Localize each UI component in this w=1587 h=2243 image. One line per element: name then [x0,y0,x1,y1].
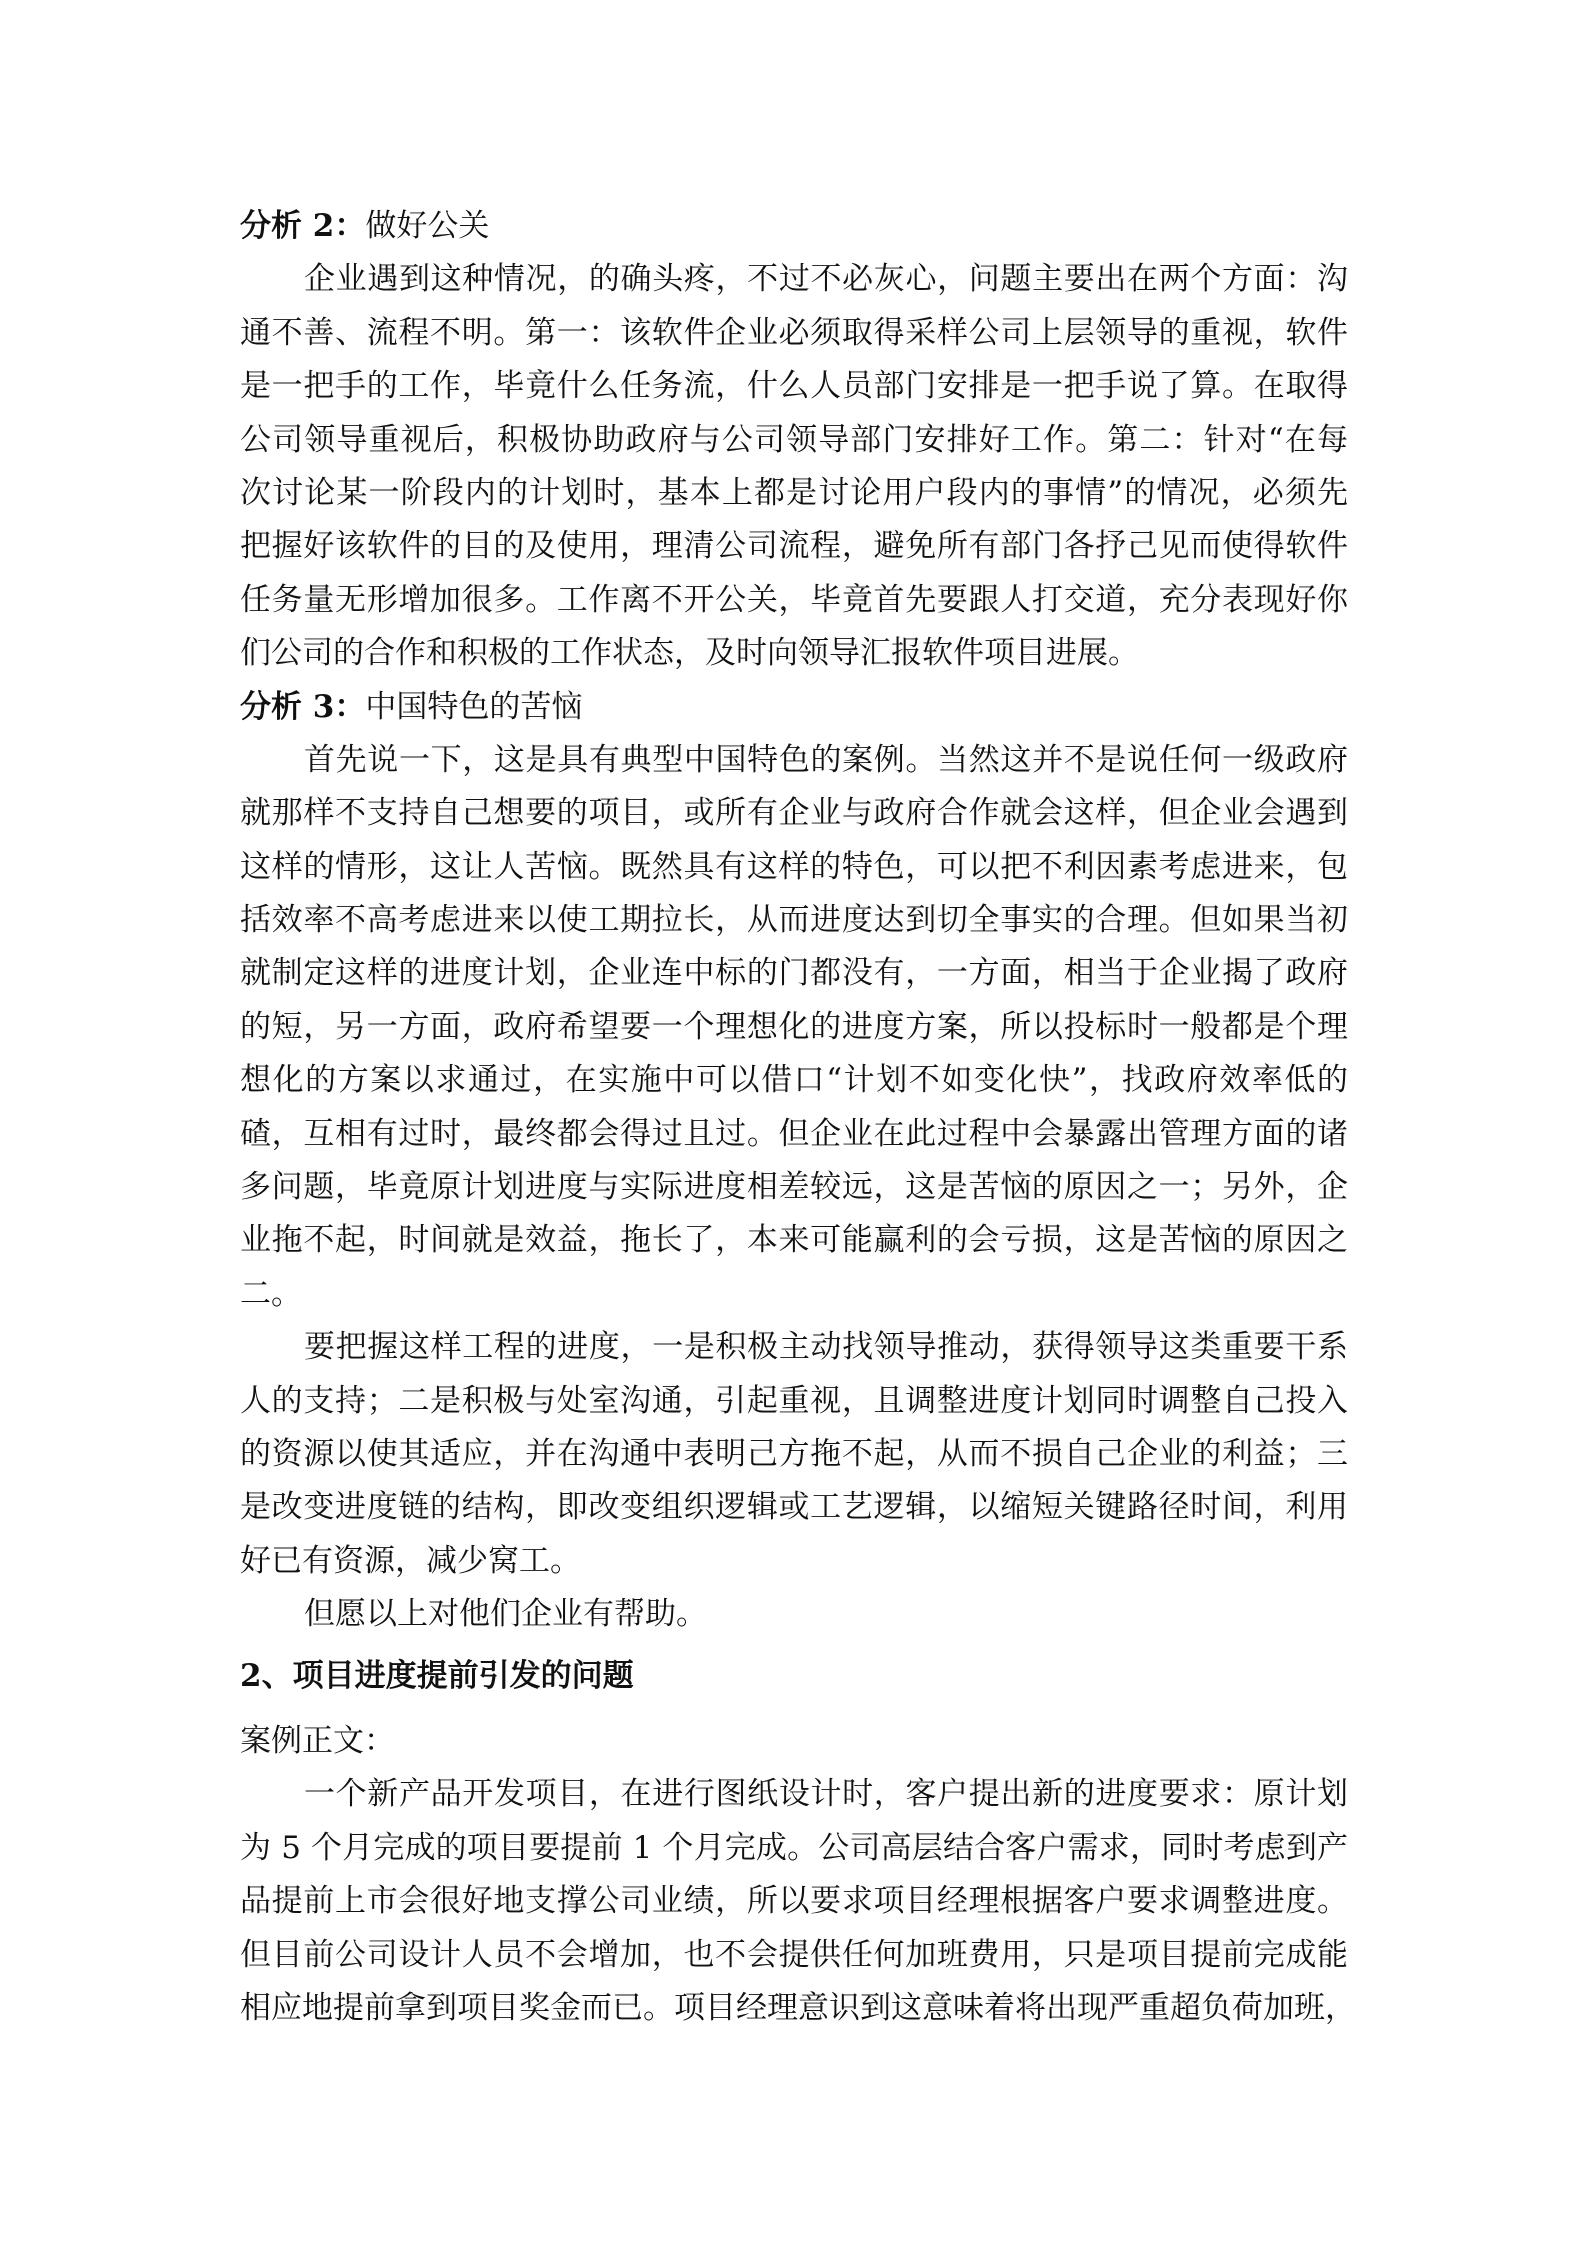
paragraph-line: 好已有资源，减少窝工。 [240,1542,581,1579]
paragraph-line: 相应地提前拿到项目奖金而已。项目经理意识到这意味着将出现严重超负荷加班， [240,1989,1356,2026]
analysis-3-paragraph-3 [240,1588,1348,1641]
paragraph-line: 的短，另一方面，政府希望要一个理想化的进度方案，所以投标时一般都是个理 [240,1008,1348,1045]
analysis-2-heading [240,200,1348,253]
paragraph-line: 一个新产品开发项目，在进行图纸设计时，客户提出新的进度要求：原计划 [304,1776,1348,1813]
case-label: 案例正文： [240,1722,395,1759]
paragraph-line: 企业遇到这种情况，的确头疼，不过不必灰心，问题主要出在两个方面：沟 [304,261,1348,298]
paragraph-line: 多问题，毕竟原计划进度与实际进度相差较远，这是苦恼的原因之一；另外，企 [240,1169,1348,1206]
paragraph-line: 要把握这样工程的进度，一是积极主动找领导推动，获得领导这类重要干系 [304,1329,1348,1366]
paragraph-line: 首先说一下，这是具有典型中国特色的案例。当然这并不是说任何一级政府 [304,741,1348,778]
case-paragraph [240,1768,1356,2035]
analysis-3-paragraph-1 [240,734,1348,1321]
analysis-2-paragraph [240,253,1348,680]
analysis-3-title: 中国特色的苦恼 [365,688,583,725]
paragraph-line: 想化的方案以求通过，在实施中可以借口“计划不如变化快”，找政府效率低的 [240,1062,1348,1099]
paragraph-line: 的资源以使其适应，并在沟通中表明己方拖不起，从而不损自己企业的利益；三 [240,1435,1348,1472]
paragraph-line: 就制定这样的进度计划，企业连中标的门都没有，一方面，相当于企业揭了政府 [240,955,1348,992]
analysis-3-label: 分析 3： [240,688,366,725]
paragraph-line: 通不善、流程不明。第一：该软件企业必须取得采样公司上层领导的重视，软件 [240,314,1348,351]
document-body [240,200,1356,2035]
paragraph-line: 是一把手的工作，毕竟什么任务流，什么人员部门安排是一把手说了算。在取得 [240,368,1348,405]
paragraph-line: 次讨论某一阶段内的计划时，基本上都是讨论用户段内的事情”的情况，必须先 [240,474,1348,511]
paragraph-line: 们公司的合作和积极的工作状态，及时向领导汇报软件项目进展。 [240,635,1139,672]
paragraph-line: 碴，互相有过时，最终都会得过且过。但企业在此过程中会暴露出管理方面的诸 [240,1115,1348,1152]
paragraph-line: 二。 [240,1275,302,1312]
section-2-title: 2、项目进度提前引发的问题 [240,1657,634,1694]
analysis-2-label: 分析 2： [240,208,366,244]
analysis-3-heading [240,681,1348,734]
paragraph-line: 这样的情形，这让人苦恼。既然具有这样的特色，可以把不利因素考虑进来，包 [240,848,1348,885]
paragraph-line: 是改变进度链的结构，即改变组织逻辑或工艺逻辑，以缩短关键路径时间，利用 [240,1489,1348,1526]
paragraph-line: 括效率不高考虑进来以使工期拉长，从而进度达到切全事实的合理。但如果当初 [240,902,1348,939]
paragraph-line: 任务量无形增加很多。工作离不开公关，毕竟首先要跟人打交道，充分表现好你 [240,581,1348,618]
paragraph-line: 把握好该软件的目的及使用，理清公司流程，避免所有部门各抒己见而使得软件 [240,528,1348,565]
paragraph-line: 公司领导重视后，积极协助政府与公司领导部门安排好工作。第二：针对“在每 [240,421,1348,458]
paragraph-line: 为 5 个月完成的项目要提前 1 个月完成。公司高层结合客户需求，同时考虑到产 [240,1829,1348,1866]
paragraph-line: 就那样不支持自己想要的项目，或所有企业与政府合作就会这样，但企业会遇到 [240,795,1348,832]
analysis-3-paragraph-2 [240,1321,1348,1588]
analysis-2-title: 做好公关 [365,208,490,244]
paragraph-line: 品提前上市会很好地支撑公司业绩，所以要求项目经理根据客户要求调整进度。 [240,1883,1348,1920]
paragraph-line: 但愿以上对他们企业有帮助。 [304,1596,707,1633]
paragraph-line: 人的支持；二是积极与处室沟通，引起重视，且调整进度计划同时调整自己投入 [240,1382,1348,1419]
paragraph-line: 业拖不起，时间就是效益，拖长了，本来可能赢利的会亏损，这是苦恼的原因之 [240,1222,1348,1259]
paragraph-line: 但目前公司设计人员不会增加，也不会提供任何加班费用，只是项目提前完成能 [240,1936,1348,1973]
